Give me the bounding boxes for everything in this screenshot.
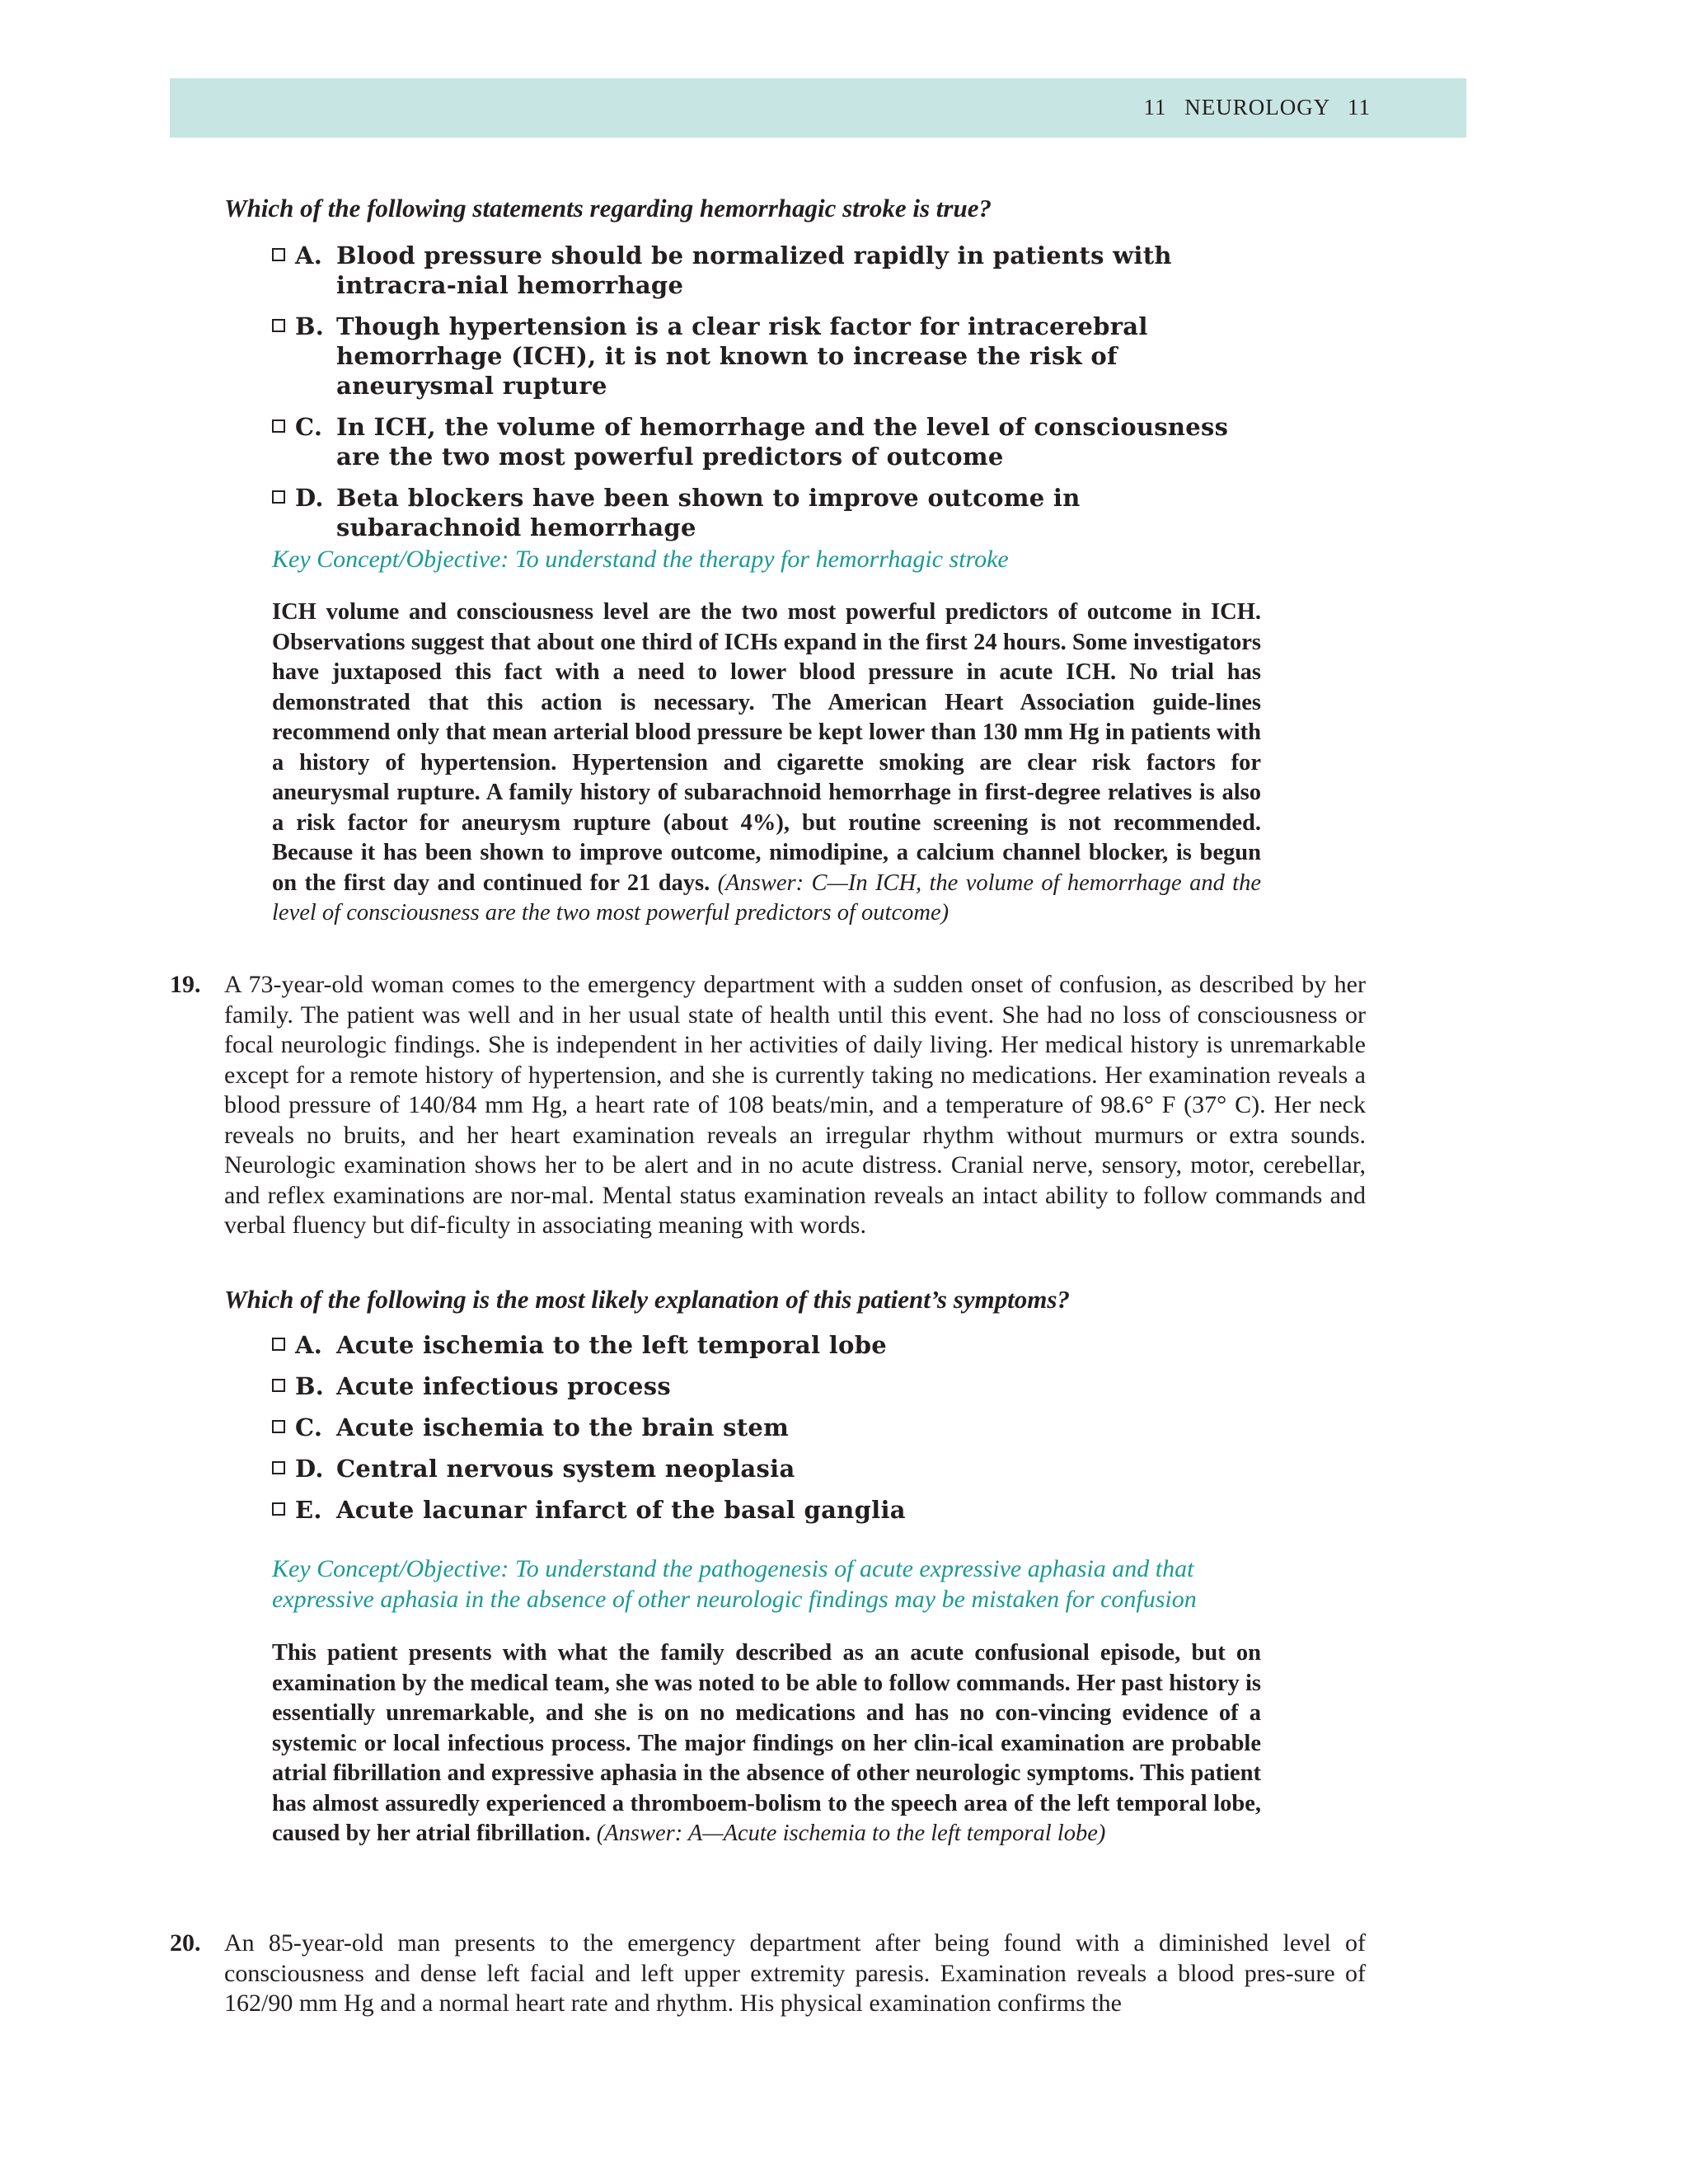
q18-stem: Which of the following statements regarding hemorrhagic stroke is true? (224, 194, 992, 223)
option-text: Blood pressure should be normalized rapidly in patients with intracra-nial hemorrhage (336, 241, 1172, 299)
question-vignette: A 73-year-old woman comes to the emergency department with a sudden onset of confusion, as described by her family. The patient was well and in her usual state of health until this event. She had no loss of consciousness or focal neurologic findings. She is independent in her activities of daily living. Her medical history is unremarkable except for a remote history of hypertension, and she is currently taking no medications. Her examination reveals a blood pressure of 140/84 mm Hg, a heart rate of 108 beats/min, and a temperature of 98.6° F (37° C). Her neck reveals no bruits, and her heart examination reveals an irregular rhythm without murmurs or extra sounds. Neurologic examination shows her to be alert and in no acute distress. Cranial nerve, sensory, motor, cerebellar, and reflex examinations are nor-mal. Mental status examination reveals an intact ability to follow commands and verbal fluency but dif-ficulty in associating meaning with words. (224, 971, 1366, 1239)
option-letter: A. (295, 1331, 323, 1359)
option-letter: D. (295, 1455, 324, 1483)
checkbox-icon[interactable] (272, 1338, 285, 1351)
q19-option-b[interactable] (272, 1371, 1236, 1401)
answer-text: (Answer: C—In ICH, the volume of hemorrhage and the level of consciousness are the two most powerful predictors of outcome) (272, 869, 1261, 926)
checkbox-icon[interactable] (272, 1502, 285, 1516)
checkbox-icon[interactable] (272, 490, 285, 504)
answer-text: (Answer: A—Acute ischemia to the left temporal lobe) (596, 1821, 1106, 1846)
question-number: 19. (170, 971, 201, 998)
checkbox-icon[interactable] (272, 1420, 285, 1433)
q18-options (272, 241, 1236, 542)
option-letter: C. (295, 1413, 323, 1441)
q19-stem: Which of the following is the most likely explanation of this patient’s symptoms? (224, 1285, 1070, 1314)
q19-options (272, 1330, 1236, 1525)
chapter-title: NEUROLOGY (1184, 95, 1330, 120)
option-text: Acute lacunar infarct of the basal ganglia (336, 1496, 906, 1524)
q19-key-concept: Key Concept/Objective: To understand the pathogenesis of acute expressive aphasia and that expressive aphasia in the absence of other neurologic findings may be mistaken for confusion (272, 1555, 1197, 1613)
question-number: 20. (170, 1929, 201, 1957)
checkbox-icon[interactable] (272, 1379, 285, 1392)
q18-option-d[interactable] (272, 483, 1236, 542)
option-letter: B. (295, 1372, 325, 1400)
checkbox-icon[interactable] (272, 248, 285, 261)
question-20 (170, 1929, 1366, 2019)
q18-option-b[interactable] (272, 312, 1236, 401)
q19-option-e[interactable] (272, 1495, 1236, 1525)
q19-explanation (272, 1638, 1261, 1849)
option-text: Acute ischemia to the left temporal lobe (336, 1331, 888, 1359)
option-letter: A. (295, 241, 323, 269)
q18-option-c[interactable] (272, 412, 1236, 471)
option-text: In ICH, the volume of hemorrhage and the level of consciousness are the two most powerful predictors of outcome (336, 413, 1229, 471)
explanation-text: ICH volume and consciousness level are the two most powerful predictors of outcome in ICH. Observations suggest that about one third of ICHs expand in the first 24 hours. Some investigators have juxtaposed this fact with a need to lower blood pressure in acute ICH. No trial has demonstrated that this action is necessary. The American Heart Association guide-lines recommend only that mean arterial blood pressure be kept lower than 130 mm Hg in patients with a history of hypertension. Hypertension and cigarette smoking are clear risk factors for aneurysmal rupture. A family history of subarachnoid hemorrhage in first-degree relatives is also a risk factor for aneurysm rupture (about 4%), but routine screening is not recommended. Because it has been shown to improve outcome, nimodipine, a calcium channel blocker, is begun on the first day and continued for 21 days. (272, 599, 1261, 896)
q18-option-a[interactable] (272, 241, 1202, 300)
q19-option-a[interactable] (272, 1330, 1236, 1360)
option-text: Though hypertension is a clear risk factor for intracerebral hemorrhage (ICH), it is not known to increase the risk of aneurysmal rupture (336, 312, 1148, 400)
option-letter: B. (295, 312, 325, 340)
checkbox-icon[interactable] (272, 419, 285, 433)
question-19 (170, 970, 1366, 1241)
option-text: Acute infectious process (336, 1372, 671, 1400)
explanation-text: This patient presents with what the family described as an acute confusional episode, but on examination by the medical team, she was noted to be able to follow commands. Her past history is essentially unremarkable, and she is on no medications and has no con-vincing evidence of a systemic or local infectious process. The major findings on her clin-ical examination are probable atrial fibrillation and expressive aphasia in the absence of other neurologic symptoms. This patient has almost assuredly experienced a thromboem-bolism to the speech area of the left temporal lobe, caused by her atrial fibrillation. (272, 1640, 1261, 1846)
option-letter: C. (295, 413, 323, 441)
running-header (170, 78, 1466, 138)
q19-option-d[interactable] (272, 1454, 1236, 1483)
chapter-number: 11 (1143, 95, 1167, 120)
header-text (1132, 95, 1371, 120)
option-letter: E. (295, 1496, 322, 1524)
question-vignette: An 85-year-old man presents to the emergency department after being found with a diminished level of consciousness and dense left facial and left upper extremity paresis. Examination reveals a blood pres-sure of 162/90 mm Hg and a normal heart rate and rhythm. His physical examination confirms the (224, 1929, 1366, 2017)
checkbox-icon[interactable] (272, 1461, 285, 1474)
q18-explanation (272, 598, 1261, 929)
q18-key-concept: Key Concept/Objective: To understand the therapy for hemorrhagic stroke (272, 546, 1009, 573)
option-text: Acute ischemia to the brain stem (336, 1413, 790, 1441)
q19-option-c[interactable] (272, 1413, 1236, 1442)
option-text: Beta blockers have been shown to improve outcome in subarachnoid hemorrhage (336, 484, 1081, 541)
option-letter: D. (295, 484, 324, 512)
option-text: Central nervous system neoplasia (336, 1455, 795, 1483)
checkbox-icon[interactable] (272, 319, 285, 332)
page-number: 11 (1348, 95, 1371, 120)
